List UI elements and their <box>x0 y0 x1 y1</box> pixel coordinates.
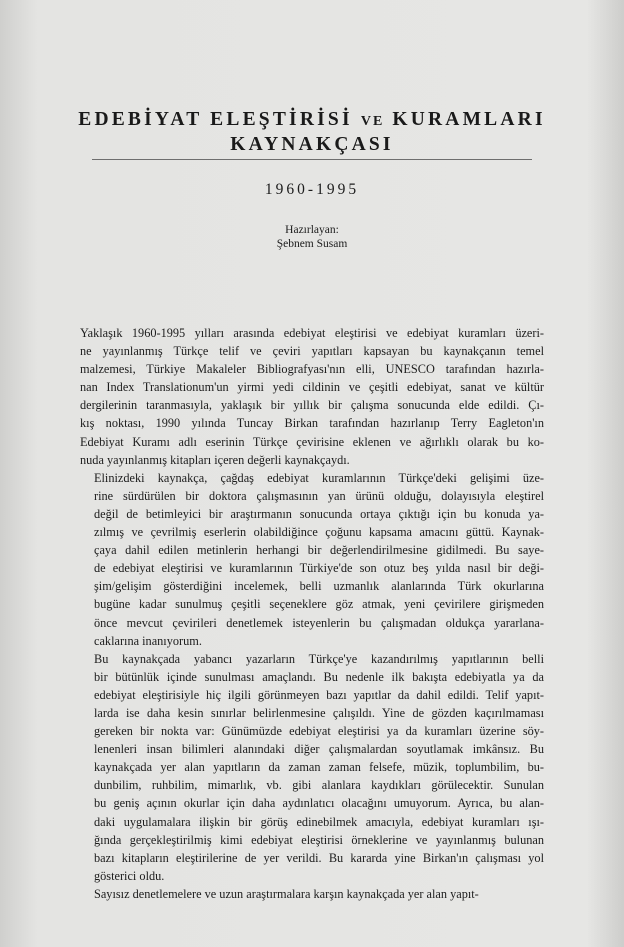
text-line: önce mevcut çevirileri denetlemek isteyenlerin bu çalışmadan oldukça yararlana- <box>94 615 544 630</box>
text-line: kış noktası, 1990 yılında Tuncay Birkan tarafından hazırlanıp Terry Eagleton'ın <box>80 416 544 431</box>
text-line: ne yayınlanmış Türkçe telif ve çeviri yapıtları kapsayan bu kaynakçanın temel <box>80 344 544 359</box>
title-divider <box>92 159 532 160</box>
text-line: şim/gelişim gösterdiğini incelemek, belli uzmanlık alanlarında Türk okurlarına <box>94 579 544 594</box>
body-text <box>80 324 544 903</box>
text-line: lenenleri insan bilimleri alanındaki diğer çalışmalardan soyutlamak imkânsız. Bu <box>94 742 544 757</box>
text-line: Bu kaynakçada yabancı yazarların Türkçe'ye kazandırılmış yapıtlarının belli <box>94 651 544 666</box>
title-connector: VE <box>360 114 385 129</box>
paragraph <box>80 650 544 885</box>
document-title <box>60 108 564 156</box>
text-line: gösterici oldu. <box>94 868 165 883</box>
text-line: bugüne kadar sunulmuş çeşitli seçeneklere göz atmak, yeni çevirilere girişmeden <box>94 597 544 612</box>
paragraph <box>80 885 544 903</box>
text-line: caklarına inanıyorum. <box>94 633 202 648</box>
text-line: değil de betimleyici bir araştırmanın sonucunda ortaya çıktığı için bu konuda ya- <box>94 506 544 521</box>
text-line: zılmış ve çevrilmiş eserlerin olabildiğince çoğunu kapsama amacını güttü. Kaynak- <box>94 525 544 540</box>
text-line: Elinizdeki kaynakça, çağdaş edebiyat kuramlarının Türkçe'deki gelişimi üze- <box>94 470 544 485</box>
credit-name: Şebnem Susam <box>276 238 348 250</box>
text-line: larda ise daha kesin sınırlar belirlenmesine çalışıldı. Yine de gözden kaçırılmaması <box>94 705 544 720</box>
text-line: nuda yayınlanmış kitapları içeren değerli kaynakçaydı. <box>80 452 350 467</box>
text-line: de edebiyat eleştirisi ve kuramlarının Türkiye'de son otuz beş yılda nasıl bir deği- <box>94 561 544 576</box>
text-line: daki uygulamalara ilişkin bir görüş edinebilmek amacıyla, edebiyat kuramları ışı- <box>94 814 544 829</box>
text-line: Yaklaşık 1960-1995 yılları arasında edebiyat eleştirisi ve edebiyat kuramları üzeri- <box>80 326 544 340</box>
text-line: bazı kitapların eleştirilerine de yer verildi. Bu kararda yine Birkan'ın çalışması yol <box>94 850 544 865</box>
text-line: ğında gerçekleştirilmiş kimi edebiyat eleştirisi örneklerine ve yayınlanmış bulunan <box>94 832 544 847</box>
title-part2: KURAMLARI <box>392 109 546 130</box>
year-range: 1960-1995 <box>264 181 360 198</box>
text-line: bir bütünlük içinde sunulması amaçlandı. Bu nedenle ilk bakışta edebiyatla ya da <box>94 669 544 684</box>
text-line: çaya dahil edilen metinlerin herhangi bir değerlendirilmesine gidilmedi. Bu saye- <box>94 543 544 558</box>
paragraph <box>80 324 544 469</box>
text-line: Sayısız denetlemelere ve uzun araştırmalara karşın kaynakçada yer alan yapıt- <box>94 886 479 901</box>
text-line: rine sürdürülen bir doktora çalışmasının yan ürünü olduğu, dolayısıyla eleştirel <box>94 488 544 503</box>
paragraph <box>80 469 544 650</box>
text-line: dunbilim, ruhbilim, mimarlık, vb. gibi alanlara kaydıkları görülecektir. Sunulan <box>94 778 544 793</box>
text-line: malzemesi, Türkiye Makaleler Bibliografyası'nın elli, UNESCO tarafından hazırla- <box>80 362 544 377</box>
text-line: bu geniş açının okurlar için daha aydınlatıcı olacağını umuyorum. Ayrıca, bu alan- <box>94 796 544 811</box>
title-part1: EDEBİYAT ELEŞTİRİSİ <box>78 109 353 130</box>
text-line: nan Index Translationum'un yirmi yedi cildinin ve çeşitli edebiyat, sanat ve kültür <box>80 380 544 395</box>
title-line2: KAYNAKÇASI <box>230 134 394 155</box>
text-line: edebiyat eleştirisiyle hiç ilgili görünmeyen bazı yapıtlar da dahil edildi. Telif yapıt- <box>94 687 544 702</box>
text-line: Edebiyat Kuramı adlı eserinin Türkçe çevirisine eklenen ve ağırlıklı olarak bu ko- <box>80 434 544 449</box>
text-line: gereken bir nokta var: Günümüzde edebiyat eleştirisi ya da kuramları üzerine söy- <box>94 724 544 739</box>
text-line: kaynakçada yer alan yapıtların da zaman zaman felsefe, müzik, toplumbilim, bu- <box>94 760 544 775</box>
credit-label: Hazırlayan: <box>285 224 339 236</box>
text-line: dergilerinin taranmasıyla, yaklaşık bir yıllık bir çalışma sonucunda elde edildi. Çı- <box>80 398 544 413</box>
